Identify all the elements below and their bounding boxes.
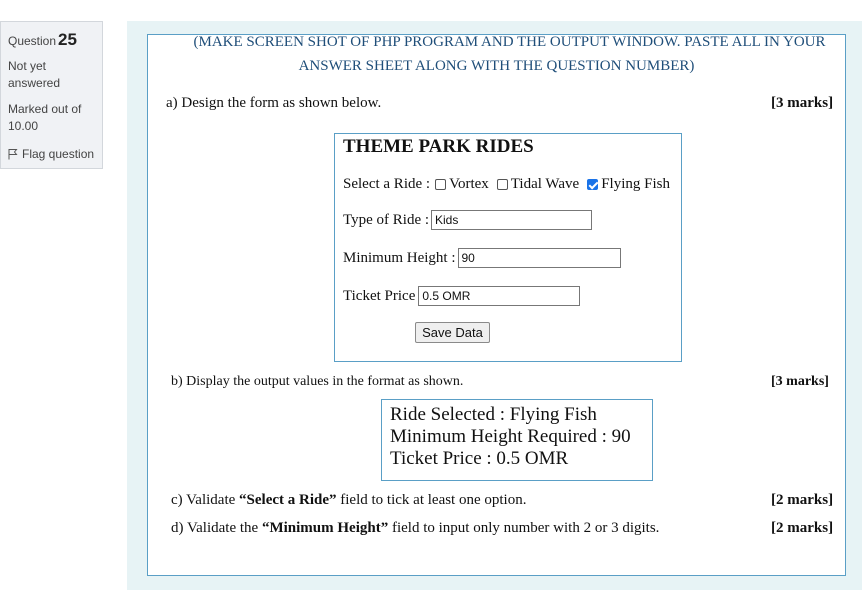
output-line-price: Ticket Price : 0.5 OMR [390,448,569,469]
instruction-line-1: (MAKE SCREEN SHOT OF PHP PROGRAM AND THE OUTPUT WINDOW. PASTE ALL IN YOUR [193,34,826,50]
part-d-prefix: d) Validate the [171,520,262,536]
part-b-marks: [3 marks] [771,374,829,389]
part-c-suffix: field to tick at least one option. [336,492,527,508]
ticket-price-label: Ticket Price [343,287,416,304]
question-marks: Marked out of 10.00 [8,102,82,133]
part-d-suffix: field to input only number with 2 or 3 digits. [388,520,660,536]
tidal-wave-label: Tidal Wave [510,176,580,192]
vortex-label: Vortex [449,176,489,192]
question-info-panel [0,21,103,169]
vortex-checkbox[interactable] [435,179,446,190]
output-line-height: Minimum Height Required : 90 [390,426,631,447]
ticket-price-input[interactable]: 0.5 OMR [418,286,580,306]
part-c-prefix: c) Validate [171,492,240,508]
select-ride-label: Select a Ride : [343,176,431,192]
type-of-ride-row [343,210,592,230]
select-ride-row [343,176,670,193]
minimum-height-label: Minimum Height : [343,249,456,266]
flag-question-link[interactable] [8,147,94,161]
question-prefix: Question [8,34,57,48]
part-d-text [171,520,659,537]
tidal-wave-checkbox[interactable] [497,179,508,190]
type-of-ride-label: Type of Ride : [343,211,430,228]
save-data-button[interactable]: Save Data [415,322,490,343]
part-a-marks: [3 marks] [771,95,834,111]
form-title: THEME PARK RIDES [343,136,534,157]
minimum-height-row [343,248,621,268]
part-c-marks: [2 marks] [771,492,834,508]
part-d-bold: “Minimum Height” [261,520,389,536]
question-number [8,30,77,50]
question-state: Not yet answered [8,59,61,90]
flying-fish-label: Flying Fish [601,176,670,192]
type-of-ride-input[interactable]: Kids [431,210,592,230]
flag-icon [8,148,18,160]
output-line-ride: Ride Selected : Flying Fish [390,404,597,425]
flying-fish-checkbox[interactable] [587,179,598,190]
part-d-marks: [2 marks] [771,520,834,536]
part-c-bold: “Select a Ride” [239,492,337,508]
minimum-height-input[interactable]: 90 [458,248,621,268]
ticket-price-row [343,286,580,306]
part-a-text: a) Design the form as shown below. [166,95,382,111]
part-b-text: b) Display the output values in the format as shown. [171,374,464,389]
part-c-text [171,492,526,509]
question-number-value: 25 [58,30,77,49]
flag-question-label: Flag question [22,147,95,161]
instruction-line-2: ANSWER SHEET ALONG WITH THE QUESTION NUMBER) [298,58,695,74]
